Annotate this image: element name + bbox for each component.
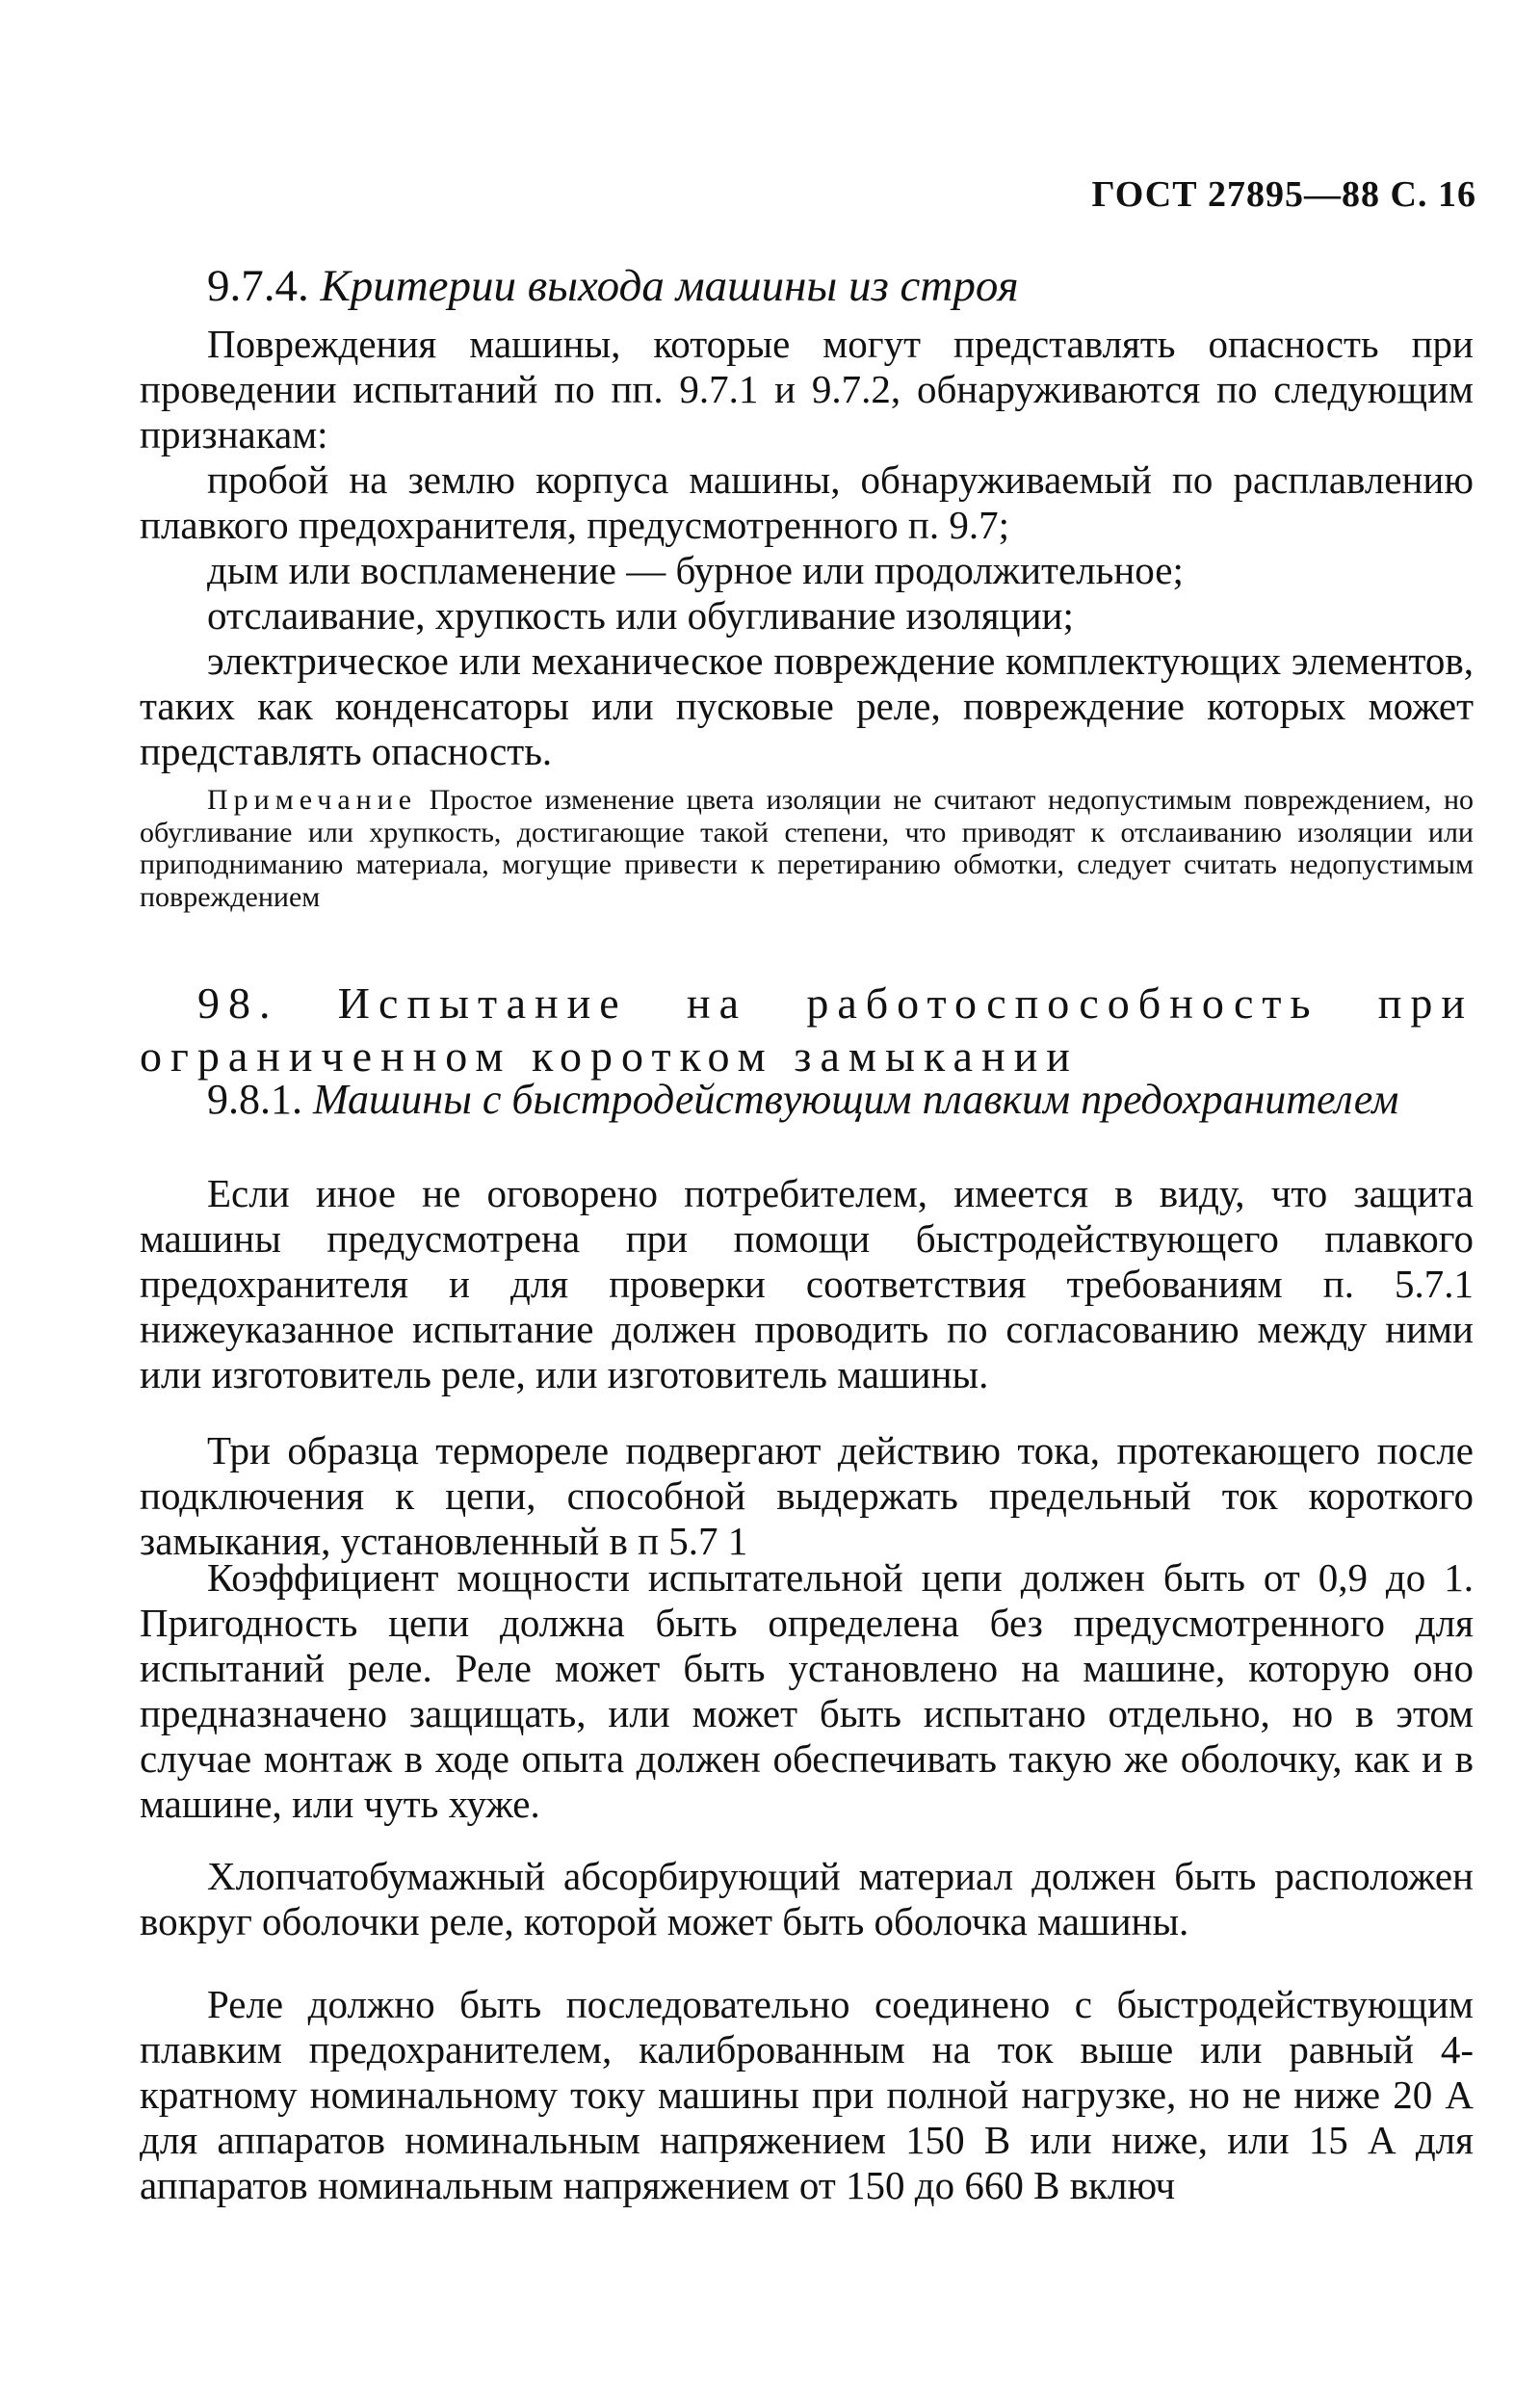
section-98-heading: 98. Испытание на работоспособность при ограниченном коротком замыкании — [140, 978, 1474, 1081]
note-text: Простое изменение цвета изоляции не считают недопустимым повреждением, но обугливание или хрупкость, достигающие такой степени, что приводят к отслаиванию изоляции или приподниманию материала, могущие привести к перетиранию обмотки, следует считать недопустимым повреждением — [140, 784, 1475, 913]
criteria-item-4: электрическое или механическое повреждение комплектующих элементов, таких как конденсаторы или пусковые реле, повреждение которых может представлять опасность. — [140, 639, 1474, 773]
criteria-item-2: дым или воспламенение — бурное или продолжительное; — [207, 548, 1184, 592]
note-label: Примечание — [207, 784, 418, 816]
section-974-heading — [207, 260, 1019, 312]
paragraph-fuse-protection: Если иное не оговорено потребителем, имеется в виду, что защита машины предусмотрена при помощи быстродействующего плавкого предохранителя и для проверки соответствия требованиям п. 5.7.1 нижеуказанное испытание должен проводить по согласованию между ними или изготовитель реле, или изготовитель машины. — [140, 1171, 1474, 1396]
paragraph-cotton-material: Хлопчатобумажный абсорбирующий материал должен быть расположен вокруг оболочки реле, которой может быть оболочка машины. — [140, 1854, 1474, 1943]
section-981-number: 9.8.1. — [207, 1076, 302, 1123]
criteria-item-3: отслаивание, хрупкость или обугливание изоляции; — [207, 593, 1074, 638]
note — [140, 784, 1474, 913]
section-974-number: 9.7.4. — [207, 261, 309, 311]
section-974-title: Критерии выхода машины из строя — [320, 261, 1019, 311]
paragraph-series-fuse: Реле должно быть последовательно соединено с быстродействующим плавким предохранителем, калиброванным на ток выше или равный 4-кратному номинальному току машины при полной нагрузке, но не ниже 20 А для аппаратов номинальным напряжением 150 В или ниже, или 15 А для аппаратов номинальным напряжением от 150 до 660 В включ — [140, 1982, 1474, 2207]
criteria-item-1: пробой на землю корпуса машины, обнаруживаемый по расплавлению плавкого предохранителя, предусмотренного п. 9.7; — [140, 457, 1474, 547]
page-header: ГОСТ 27895—88 С. 16 — [1091, 174, 1476, 215]
paragraph-power-factor: Коэффициент мощности испытательной цепи должен быть от 0,9 до 1. Пригодность цепи должна быть определена без предусмотренного для испытаний реле. Реле может быть установлено на машине, которую оно предназначено защищать, или может быть испытано отдельно, но в этом случае монтаж в ходе опыта должен обеспечивать такую же оболочку, как и в машине, или чуть хуже. — [140, 1555, 1474, 1826]
paragraph-three-samples: Три образца термореле подвергают действию тока, протекающего после подключения к цепи, способной выдержать предельный ток короткого замыкания, установленный в п 5.7 1 — [140, 1428, 1474, 1563]
section-981-title: Машины с быстродействующим плавким предохранителем — [313, 1076, 1399, 1123]
paragraph-damage-intro: Повреждения машины, которые могут представлять опасность при проведении испытаний по пп. 9.7.1 и 9.7.2, обнаруживаются по следующим признакам: — [140, 322, 1474, 456]
section-981-heading — [140, 1075, 1474, 1125]
